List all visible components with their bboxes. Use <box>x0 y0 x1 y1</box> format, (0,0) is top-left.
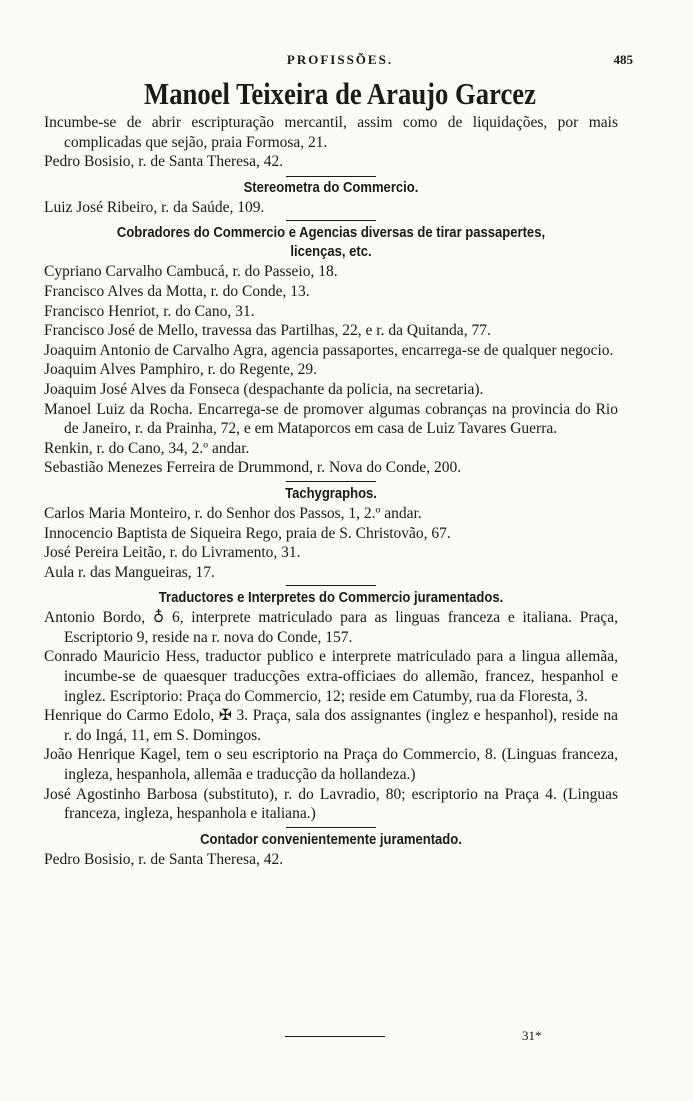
section-divider <box>286 481 376 482</box>
section-title-tachygraphos: Tachygraphos. <box>285 485 377 502</box>
section-divider <box>286 220 376 221</box>
list-item: Innocencio Baptista de Siqueira Rego, praia de S. Christovão, 67. <box>44 524 451 542</box>
section-divider <box>286 585 376 586</box>
section-divider <box>286 827 376 828</box>
footer-divider <box>285 1036 385 1037</box>
running-head: PROFISSÕES. <box>286 52 394 67</box>
section-title-stereometra: Stereometra do Commercio. <box>243 179 419 196</box>
list-item: Francisco Henriot, r. do Cano, 31. <box>44 302 255 320</box>
list-item: José Pereira Leitão, r. do Livramento, 31. <box>44 544 301 562</box>
list-item: Pedro Bosisio, r. de Santa Theresa, 42. <box>44 850 284 868</box>
list-item: Francisco José de Mello, travessa das Partilhas, 22, e r. da Quitanda, 77. <box>44 322 491 340</box>
list-item: Luiz José Ribeiro, r. da Saúde, 109. <box>44 198 265 216</box>
intro-address: Pedro Bosisio, r. de Santa Theresa, 42. <box>44 153 284 171</box>
section-subtitle-cobradores: licenças, etc. <box>290 244 372 261</box>
list-item: Antonio Bordo, ♁ 6, interprete matriculado para as linguas franceza e italiana. Praça, Escriptorio 9, reside na r. nova do Conde, 157. <box>44 609 618 646</box>
list-item: Joaquim Antonio de Carvalho Agra, agencia passaportes, encarrega-se de qualquer negocio. <box>44 341 614 359</box>
list-item: Renkin, r. do Cano, 34, 2.º andar. <box>44 439 250 457</box>
list-item: Henrique do Carmo Edolo, ✠ 3. Praça, sala dos assignantes (inglez e hespanhol), reside na r. do Ingá, 11, em S. Domingos. <box>44 707 618 744</box>
list-item: João Henrique Kagel, tem o seu escriptorio na Praça do Commercio, 8. (Linguas franceza, ingleza, hespanhola, allemãa e traducção da hollandeza.) <box>44 746 618 784</box>
page-content <box>44 113 618 869</box>
section-divider <box>286 176 376 177</box>
list-item: Sebastião Menezes Ferreira de Drummond, r. Nova do Conde, 200. <box>44 459 462 477</box>
section-title-traductores: Traductores e Interpretes do Commercio juramentados. <box>158 590 504 607</box>
printer-signature-mark: 31* <box>522 1028 542 1043</box>
list-item: Joaquim José Alves da Fonseca (despachante da policia, na secretaria). <box>44 380 484 398</box>
list-item: Carlos Maria Monteiro, r. do Senhor dos Passos, 1, 2.º andar. <box>44 504 422 522</box>
advertisement-headline: Manoel Teixeira de Araujo Garcez <box>144 76 536 111</box>
page-number: 485 <box>613 52 633 67</box>
list-item: Conrado Mauricio Hess, traductor publico e interprete matriculado para a lingua allemãa, incumbe-se de quaesquer traducções extra-officiaes do allemão, francez, hespanhol e inglez. Escriptorio: Praça do Commercio, 12; reside em Catumby, rua da Floresta, 3. <box>44 648 618 705</box>
section-title-contador: Contador convenientemente juramentado. <box>200 831 462 848</box>
list-item: Manoel Luiz da Rocha. Encarrega-se de promover algumas cobranças na provincia do Rio de Janeiro, r. da Prainha, 72, e em Mataporcos em casa de Luiz Tavares Guerra. <box>44 400 618 438</box>
section-title-cobradores: Cobradores do Commercio e Agencias diversas de tirar passapertes, <box>116 225 546 242</box>
list-item: Cypriano Carvalho Cambucá, r. do Passeio, 18. <box>44 263 338 281</box>
list-item: Aula r. das Mangueiras, 17. <box>44 563 215 581</box>
intro-text: Incumbe-se de abrir escripturação mercantil, assim como de liquidações, por mais complicadas que sejão, praia Formosa, 21. <box>44 114 618 151</box>
list-item: José Agostinho Barbosa (substituto), r. do Lavradio, 80; escriptorio na Praça 4. (Linguas franceza, ingleza, hespanhola e italiana.) <box>44 785 618 823</box>
list-item: Francisco Alves da Motta, r. do Conde, 13. <box>44 282 310 300</box>
list-item: Joaquim Alves Pamphiro, r. do Regente, 29. <box>44 361 317 379</box>
